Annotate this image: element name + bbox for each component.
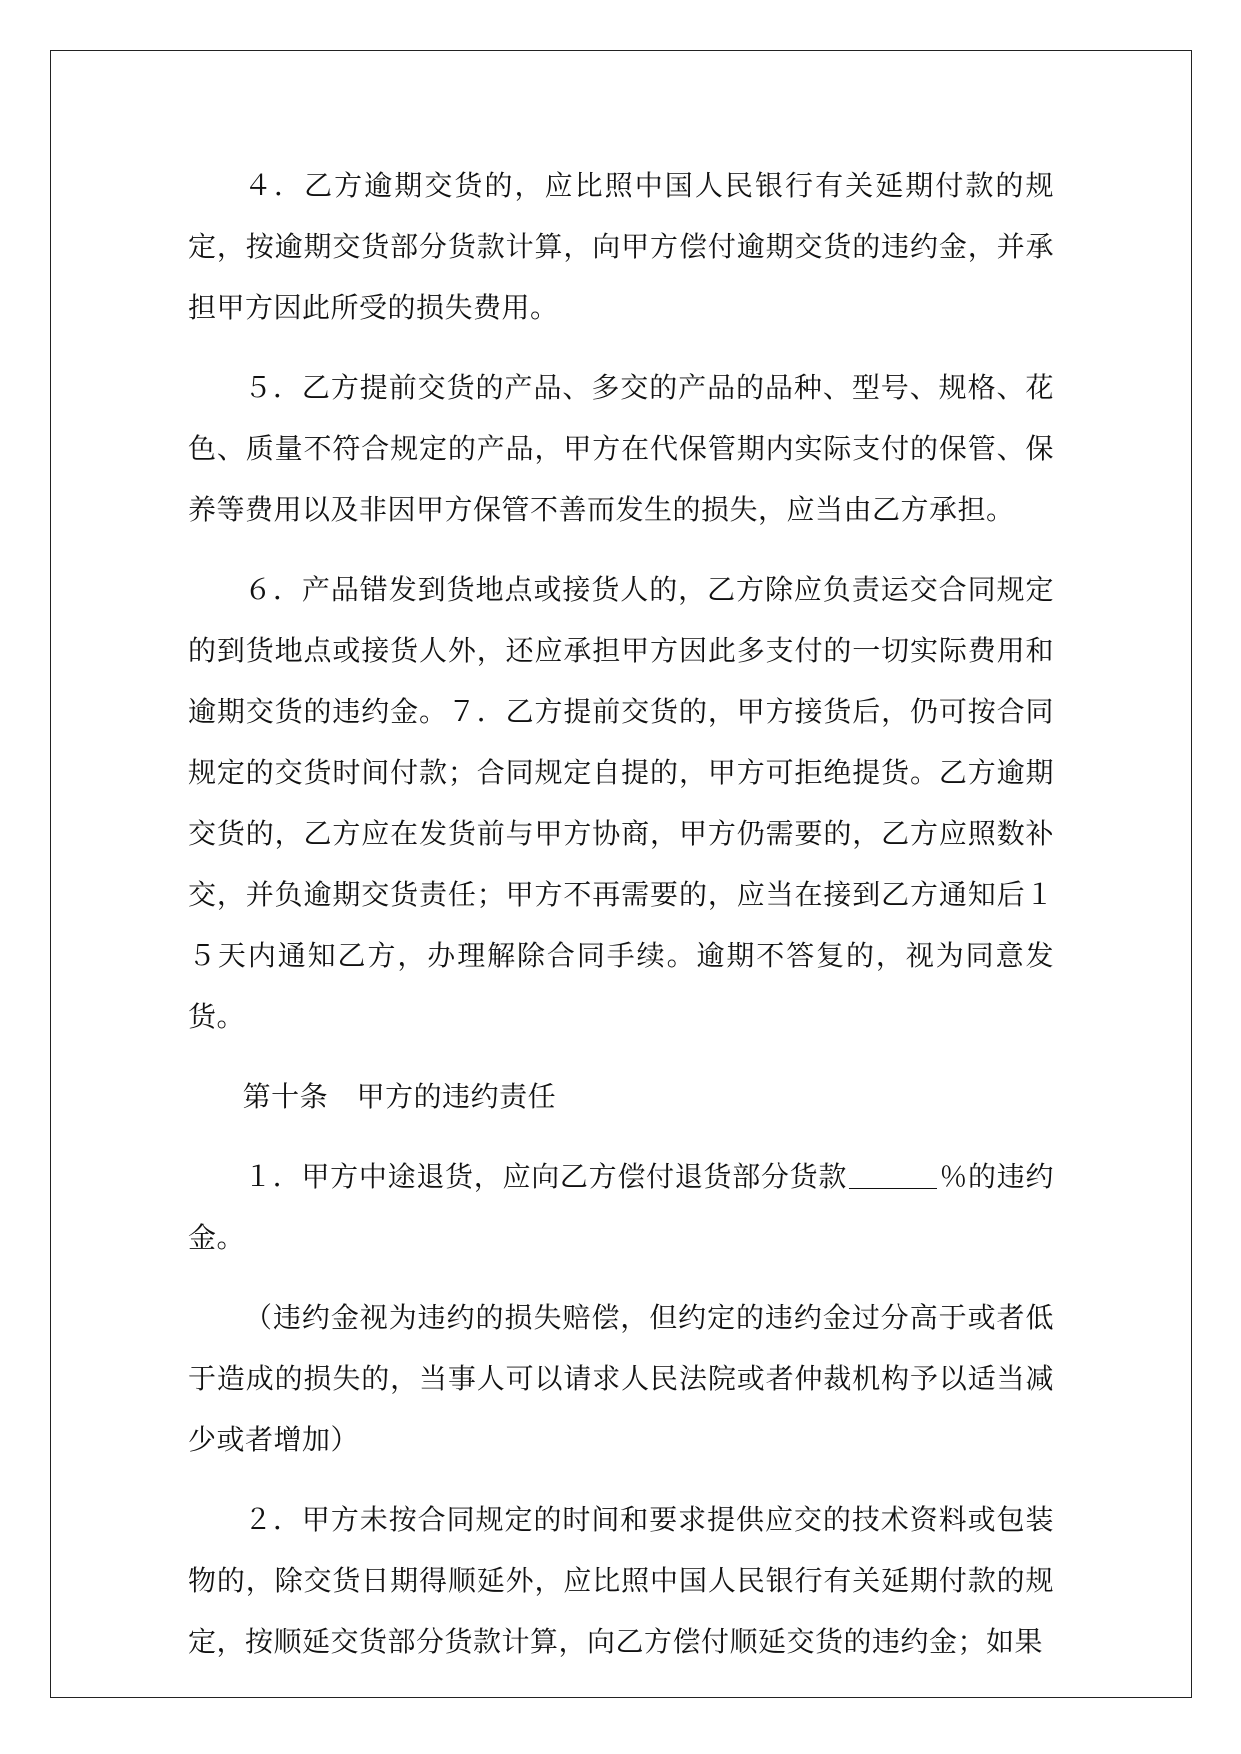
paragraph-item-5: ５．乙方提前交货的产品、多交的产品的品种、型号、规格、花色、质量不符合规定的产品，甲方在代保管期内实际支付的保管、保养等费用以及非因甲方保管不善而发生的损失，应当由乙方承担。 <box>188 371 1054 526</box>
article-item-1-suffix: ％的违约金。 <box>188 1160 1054 1254</box>
article-item-1-text: １．甲方中途退货，应向乙方偿付退货部分货款 <box>244 1160 848 1193</box>
paragraph-item-6-7: ６．产品错发到货地点或接货人的，乙方除应负责运交合同规定的到货地点或接货人外，还应承担甲方因此多支付的一切实际费用和逾期交货的违约金。７．乙方提前交货的，甲方接货后，仍可按合同规定的交货时间付款；合同规定自提的，甲方可拒绝提货。乙方逾期交货的，乙方应在发货前与甲方协商，甲方仍需要的，乙方应照数补交，并负逾期交货责任；甲方不再需要的，应当在接到乙方通知后１５天内通知乙方，办理解除合同手续。逾期不答复的，视为同意发货。 <box>188 573 1054 1033</box>
article-item-1 <box>188 1146 1054 1268</box>
percentage-blank-field <box>849 1160 937 1189</box>
article-item-2: ２．甲方未按合同规定的时间和要求提供应交的技术资料或包装物的，除交货日期得顺延外，应比照中国人民银行有关延期付款的规定，按顺延交货部分货款计算，向乙方偿付顺延交货的违约金；如果 <box>188 1503 1054 1658</box>
penalty-note: （违约金视为违约的损失赔偿，但约定的违约金过分高于或者低于造成的损失的，当事人可以请求人民法院或者仲裁机构予以适当减少或者增加） <box>188 1301 1054 1456</box>
article-heading: 第十条 甲方的违约责任 <box>242 1080 557 1113</box>
document-body <box>188 155 1054 1691</box>
paragraph-item-4: ４．乙方逾期交货的，应比照中国人民银行有关延期付款的规定，按逾期交货部分货款计算，向甲方偿付逾期交货的违约金，并承担甲方因此所受的损失费用。 <box>188 169 1054 324</box>
